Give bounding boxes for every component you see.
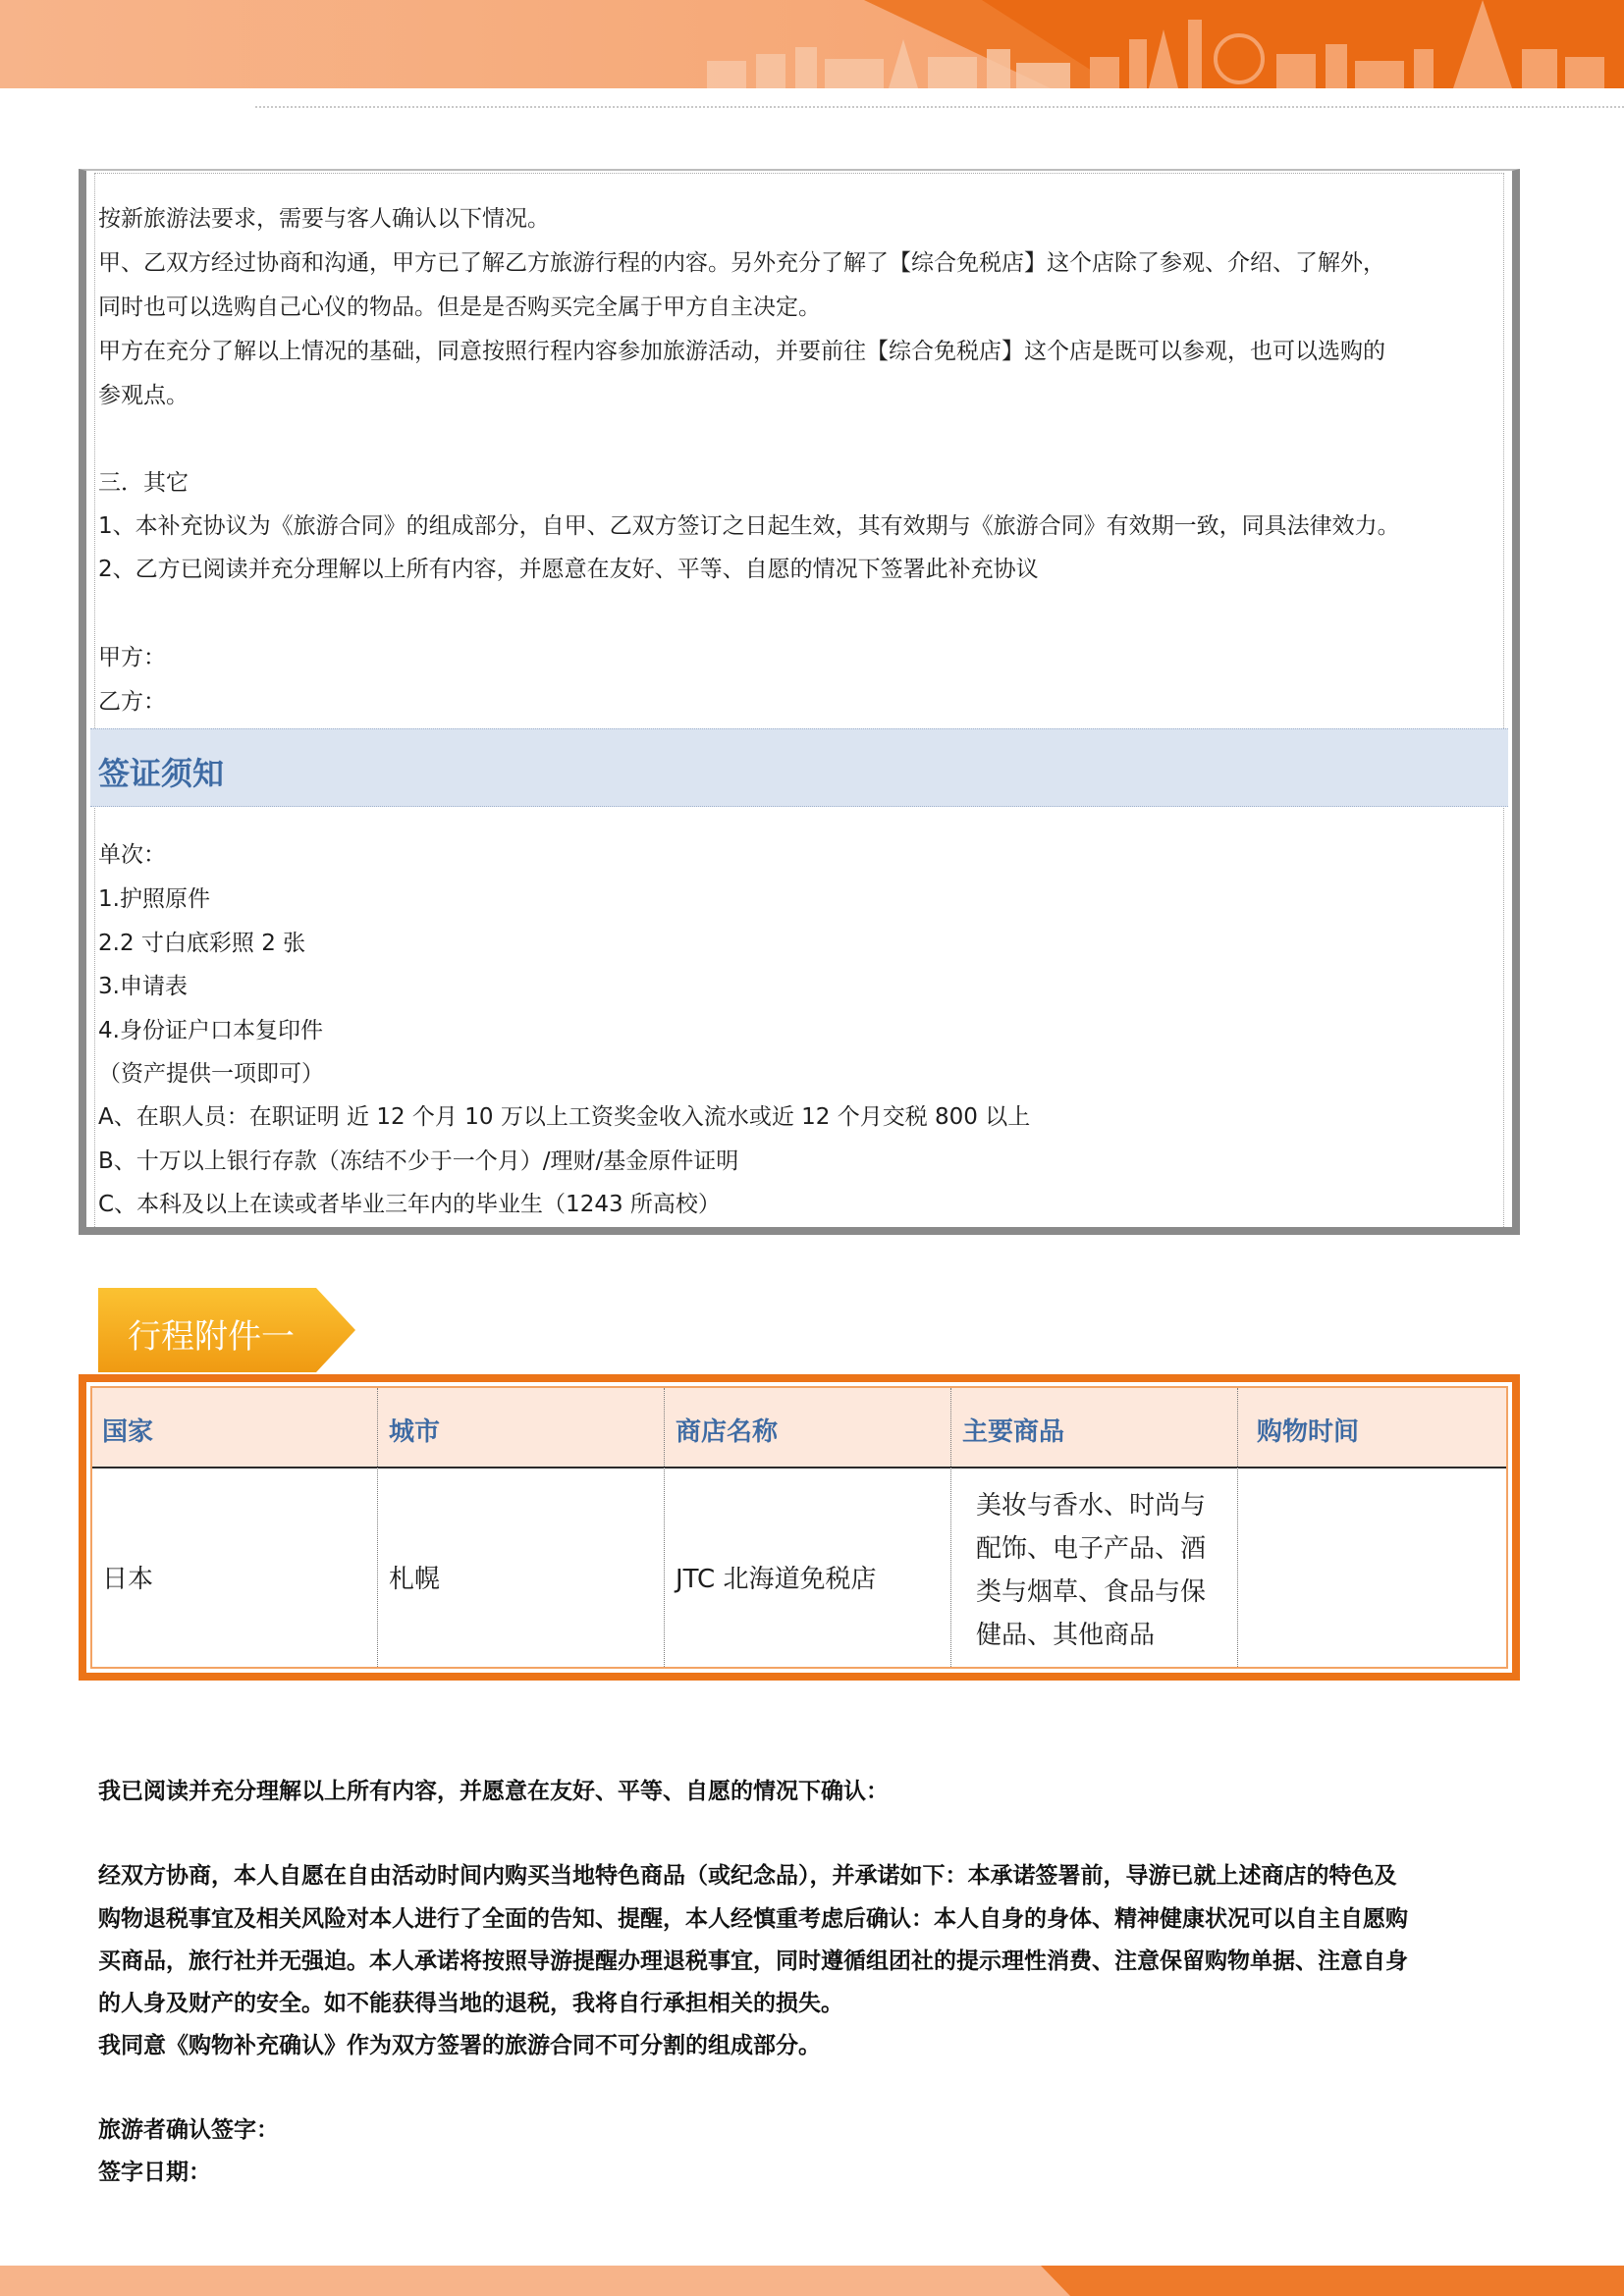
- shopping-table: [79, 1374, 1520, 1681]
- agreement-line: 甲方在充分了解以上情况的基础，同意按照行程内容参加旅游活动，并要前往【综合免税店】这个店是既可以参观，也可以选购的: [98, 339, 1385, 364]
- visa-line: B、十万以上银行存款（冻结不少于一个月）/理财/基金原件证明: [98, 1148, 739, 1174]
- agreement-line: 2、乙方已阅读并充分理解以上所有内容，并愿意在友好、平等、自愿的情况下签署此补充协议: [98, 557, 1039, 582]
- visa-title: 签证须知: [98, 755, 225, 792]
- confirmation-line: 购物退税事宜及相关风险对本人进行了全面的告知、提醒，本人经慎重考虑后确认：本人自身的身体、精神健康状况可以自主自愿购: [98, 1906, 1408, 1932]
- column-divider: [377, 1388, 378, 1667]
- visa-line: 4.身份证户口本复印件: [98, 1018, 323, 1043]
- header-divider: [255, 106, 1624, 108]
- goods-line: 健品、其他商品: [976, 1621, 1156, 1650]
- header-banner: [0, 0, 1624, 88]
- tourist-signature-label: 旅游者确认签字：: [98, 2117, 279, 2143]
- table-header-row: [92, 1388, 1506, 1468]
- visa-line: 单次：: [98, 842, 166, 868]
- goods-line: 类与烟草、食品与保: [976, 1577, 1207, 1607]
- confirmation-intro: 我已阅读并充分理解以上所有内容，并愿意在友好、平等、自愿的情况下确认：: [98, 1779, 889, 1804]
- confirmation-line: 的人身及财产的安全。如不能获得当地的退税，我将自行承担相关的损失。: [98, 1991, 843, 2016]
- cell-city: 札幌: [389, 1565, 441, 1594]
- confirmation-line: 我同意《购物补充确认》作为双方签署的旅游合同不可分割的组成部分。: [98, 2033, 821, 2058]
- cell-country: 日本: [102, 1565, 154, 1594]
- header-country: 国家: [102, 1417, 154, 1447]
- party-b-label: 乙方：: [98, 689, 166, 715]
- header-shop: 商店名称: [676, 1417, 779, 1447]
- itinerary-tag-label: 行程附件一: [128, 1317, 295, 1357]
- confirmation-line: 经双方协商，本人自愿在自由活动时间内购买当地特色商品（或纪念品），并承诺如下：本承诺签署前，导游已就上述商店的特色及: [98, 1863, 1397, 1889]
- party-a-label: 甲方：: [98, 645, 166, 670]
- header-goods: 主要商品: [962, 1417, 1065, 1447]
- visa-line: C、本科及以上在读或者毕业三年内的毕业生（1243 所高校）: [98, 1192, 721, 1217]
- signature-date-label: 签字日期：: [98, 2160, 211, 2185]
- goods-line: 配饰、电子产品、酒: [976, 1534, 1207, 1564]
- goods-line: 美妆与香水、时尚与: [976, 1491, 1207, 1521]
- section-heading-other: 三．其它: [98, 470, 189, 496]
- visa-line: （资产提供一项即可）: [98, 1061, 324, 1087]
- visa-section-header: [90, 728, 1508, 807]
- agreement-line: 甲、乙双方经过协商和沟通，甲方已了解乙方旅游行程的内容。另外充分了解了【综合免税店】这个店除了参观、介绍、了解外，: [98, 250, 1385, 276]
- agreement-line: 参观点。: [98, 383, 189, 408]
- header-time: 购物时间: [1257, 1417, 1360, 1447]
- footer-banner: [0, 2266, 1624, 2296]
- visa-line: 1.护照原件: [98, 886, 210, 912]
- shopping-table-inner: [90, 1386, 1508, 1669]
- agreement-line: 1、本补充协议为《旅游合同》的组成部分，自甲、乙双方签订之日起生效，其有效期与《旅游合同》有效期一致，同具法律效力。: [98, 513, 1400, 539]
- visa-line: A、在职人员：在职证明 近 12 个月 10 万以上工资奖金收入流水或近 12 个月交税 800 以上: [98, 1104, 1031, 1130]
- confirmation-line: 买商品，旅行社并无强迫。本人承诺将按照导游提醒办理退税事宜，同时遵循组团社的提示理性消费、注意保留购物单据、注意自身: [98, 1949, 1408, 1974]
- agreement-line: 按新旅游法要求，需要与客人确认以下情况。: [98, 206, 550, 232]
- cell-goods: [976, 1484, 1241, 1657]
- column-divider: [664, 1388, 665, 1667]
- column-divider: [950, 1388, 951, 1667]
- agreement-line: 同时也可以选购自己心仪的物品。但是是否购买完全属于甲方自主决定。: [98, 294, 821, 320]
- cell-shop: JTC 北海道免税店: [676, 1565, 877, 1594]
- visa-line: 2.2 寸白底彩照 2 张: [98, 931, 306, 956]
- visa-line: 3.申请表: [98, 974, 188, 999]
- header-city: 城市: [389, 1417, 441, 1447]
